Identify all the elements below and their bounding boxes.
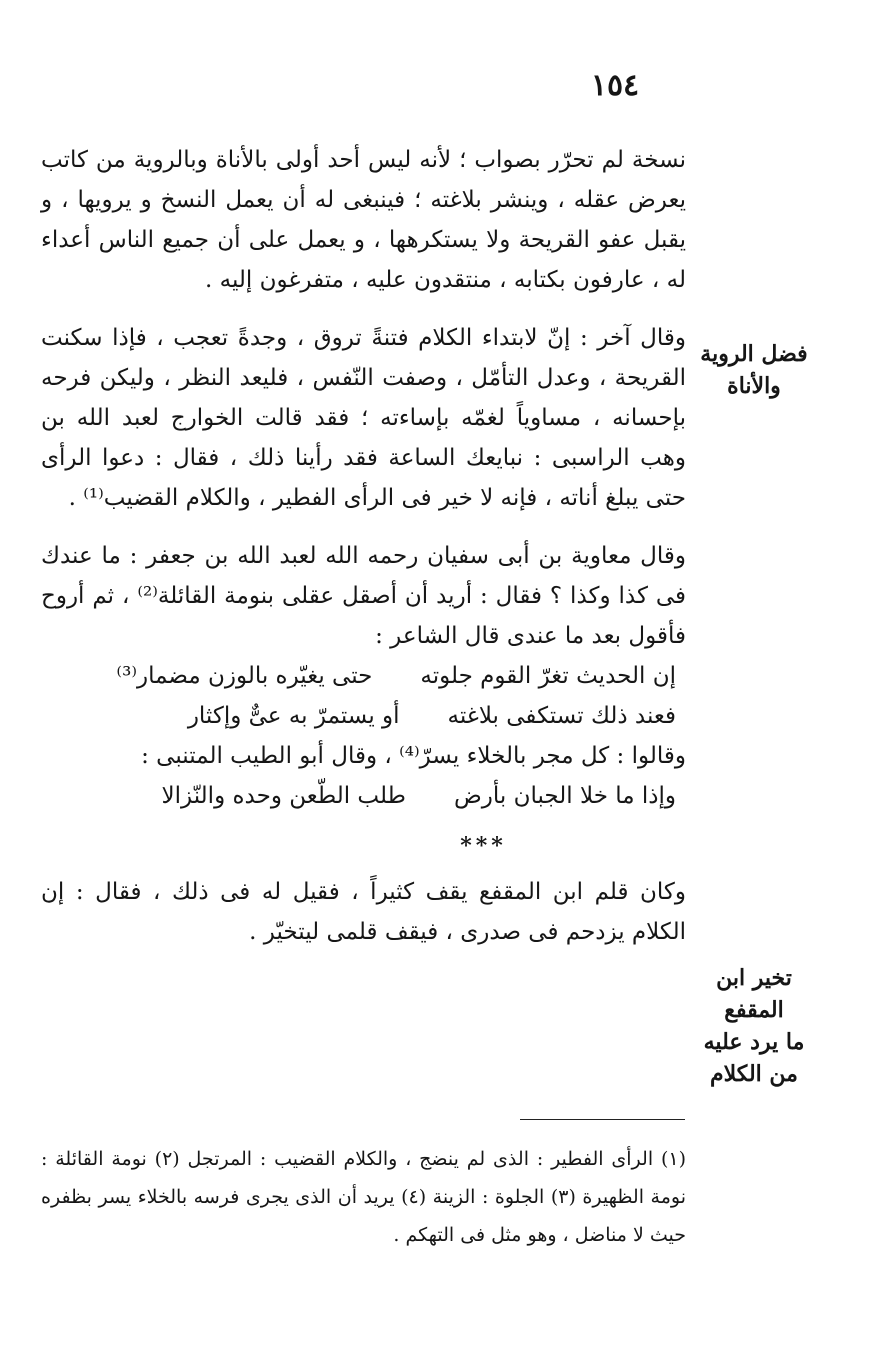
- side-note-line: والأناة: [727, 373, 781, 399]
- poem-verse: [41, 776, 686, 816]
- poem-verse: [41, 696, 686, 736]
- verse-first-hemistich: فعند ذلك تستكفى بلاغته: [447, 703, 676, 729]
- side-note-line: ما يرد عليه: [703, 1029, 805, 1055]
- page-number: ١٥٤: [590, 68, 640, 103]
- poem-verse: [41, 656, 686, 696]
- verse-first-hemistich: إن الحديث تغرّ القوم جلوته: [420, 663, 676, 689]
- side-note-line: تخير ابن المقفع: [716, 965, 792, 1023]
- verse-second-hemistich: أو يستمرّ به عىٌّ وإكثار: [187, 703, 400, 729]
- paragraph: نسخة لم تحرّر بصواب ؛ لأنه ليس أحد أولى بالأناة وبالروية من كاتب يعرض عقله ، وينشر بلاغته ؛ فينبغى له أن يعمل النسخ و يرويها ، و يقبل عفو القريحة ولا يستكرهها ، و يعمل على أن جميع الناس أعداء له ، عارفون بكتابه ، منتقدون عليه ، متفرغون إليه .: [41, 147, 686, 293]
- paragraph: وقال معاوية بن أبى سفيان رحمه الله لعبد الله بن جعفر : ما عندك فى كذا وكذا ؟ فقال : أريد أن أصقل عقلى بنومة القائلة⁽²⁾ ، ثم أروح فأقول بعد ما عندى قال الشاعر :: [41, 543, 686, 649]
- side-note-line: فضل الروية: [700, 341, 808, 367]
- side-note-line: من الكلام: [710, 1061, 798, 1087]
- verse-first-hemistich: وإذا ما خلا الجبان بأرض: [453, 783, 676, 809]
- main-text: [41, 140, 686, 952]
- footnotes: (١) الرأى الفطير : الذى لم ينضج ، والكلام القضيب : المرتجل (٢) نومة القائلة : نومة الظهيرة (٣) الجلوة : الزينة (٤) يريد أن الذى يجرى فرسه بالخلاء يسر بظفره حيث لا مناضل ، وهو مثل فى التهكم .: [41, 1148, 686, 1246]
- verse-second-hemistich: حتى يغيّره بالوزن مضمار⁽³⁾: [116, 663, 373, 689]
- footnote-rule: [520, 1119, 685, 1120]
- side-note-ibn-muqaffa: [695, 962, 813, 1090]
- paragraph: وكان قلم ابن المقفع يقف كثيراً ، فقيل له فى ذلك ، فقال : إن الكلام يزدحم فى صدرى ، فيقف قلمى ليتخيّر .: [41, 879, 686, 945]
- paragraph: وقال آخر : إنّ لابتداء الكلام فتنةً تروق ، وجدةً تعجب ، فإذا سكنت القريحة ، وعدل التأمّل ، وصفت النّفس ، فليعد النظر ، وليكن فرحه بإحسانه ، مساوياً لغمّه بإساءته ؛ فقد قالت الخوارج لعبد الله بن وهب الراسبى : نبايعك الساعة فقد رأينا ذلك ، فقال : دعوا الرأى حتى يبلغ أناته ، فإنه لا خير فى الرأى الفطير ، والكلام القضيب⁽¹⁾ .: [41, 325, 686, 511]
- section-separator: ***: [460, 833, 507, 859]
- side-note-patience: [695, 338, 813, 402]
- verse-second-hemistich: طلب الطّعن وحده والنّزالا: [161, 783, 406, 809]
- paragraph: وقالوا : كل مجر بالخلاء يسرّ⁽⁴⁾ ، وقال أبو الطيب المتنبى :: [141, 743, 686, 769]
